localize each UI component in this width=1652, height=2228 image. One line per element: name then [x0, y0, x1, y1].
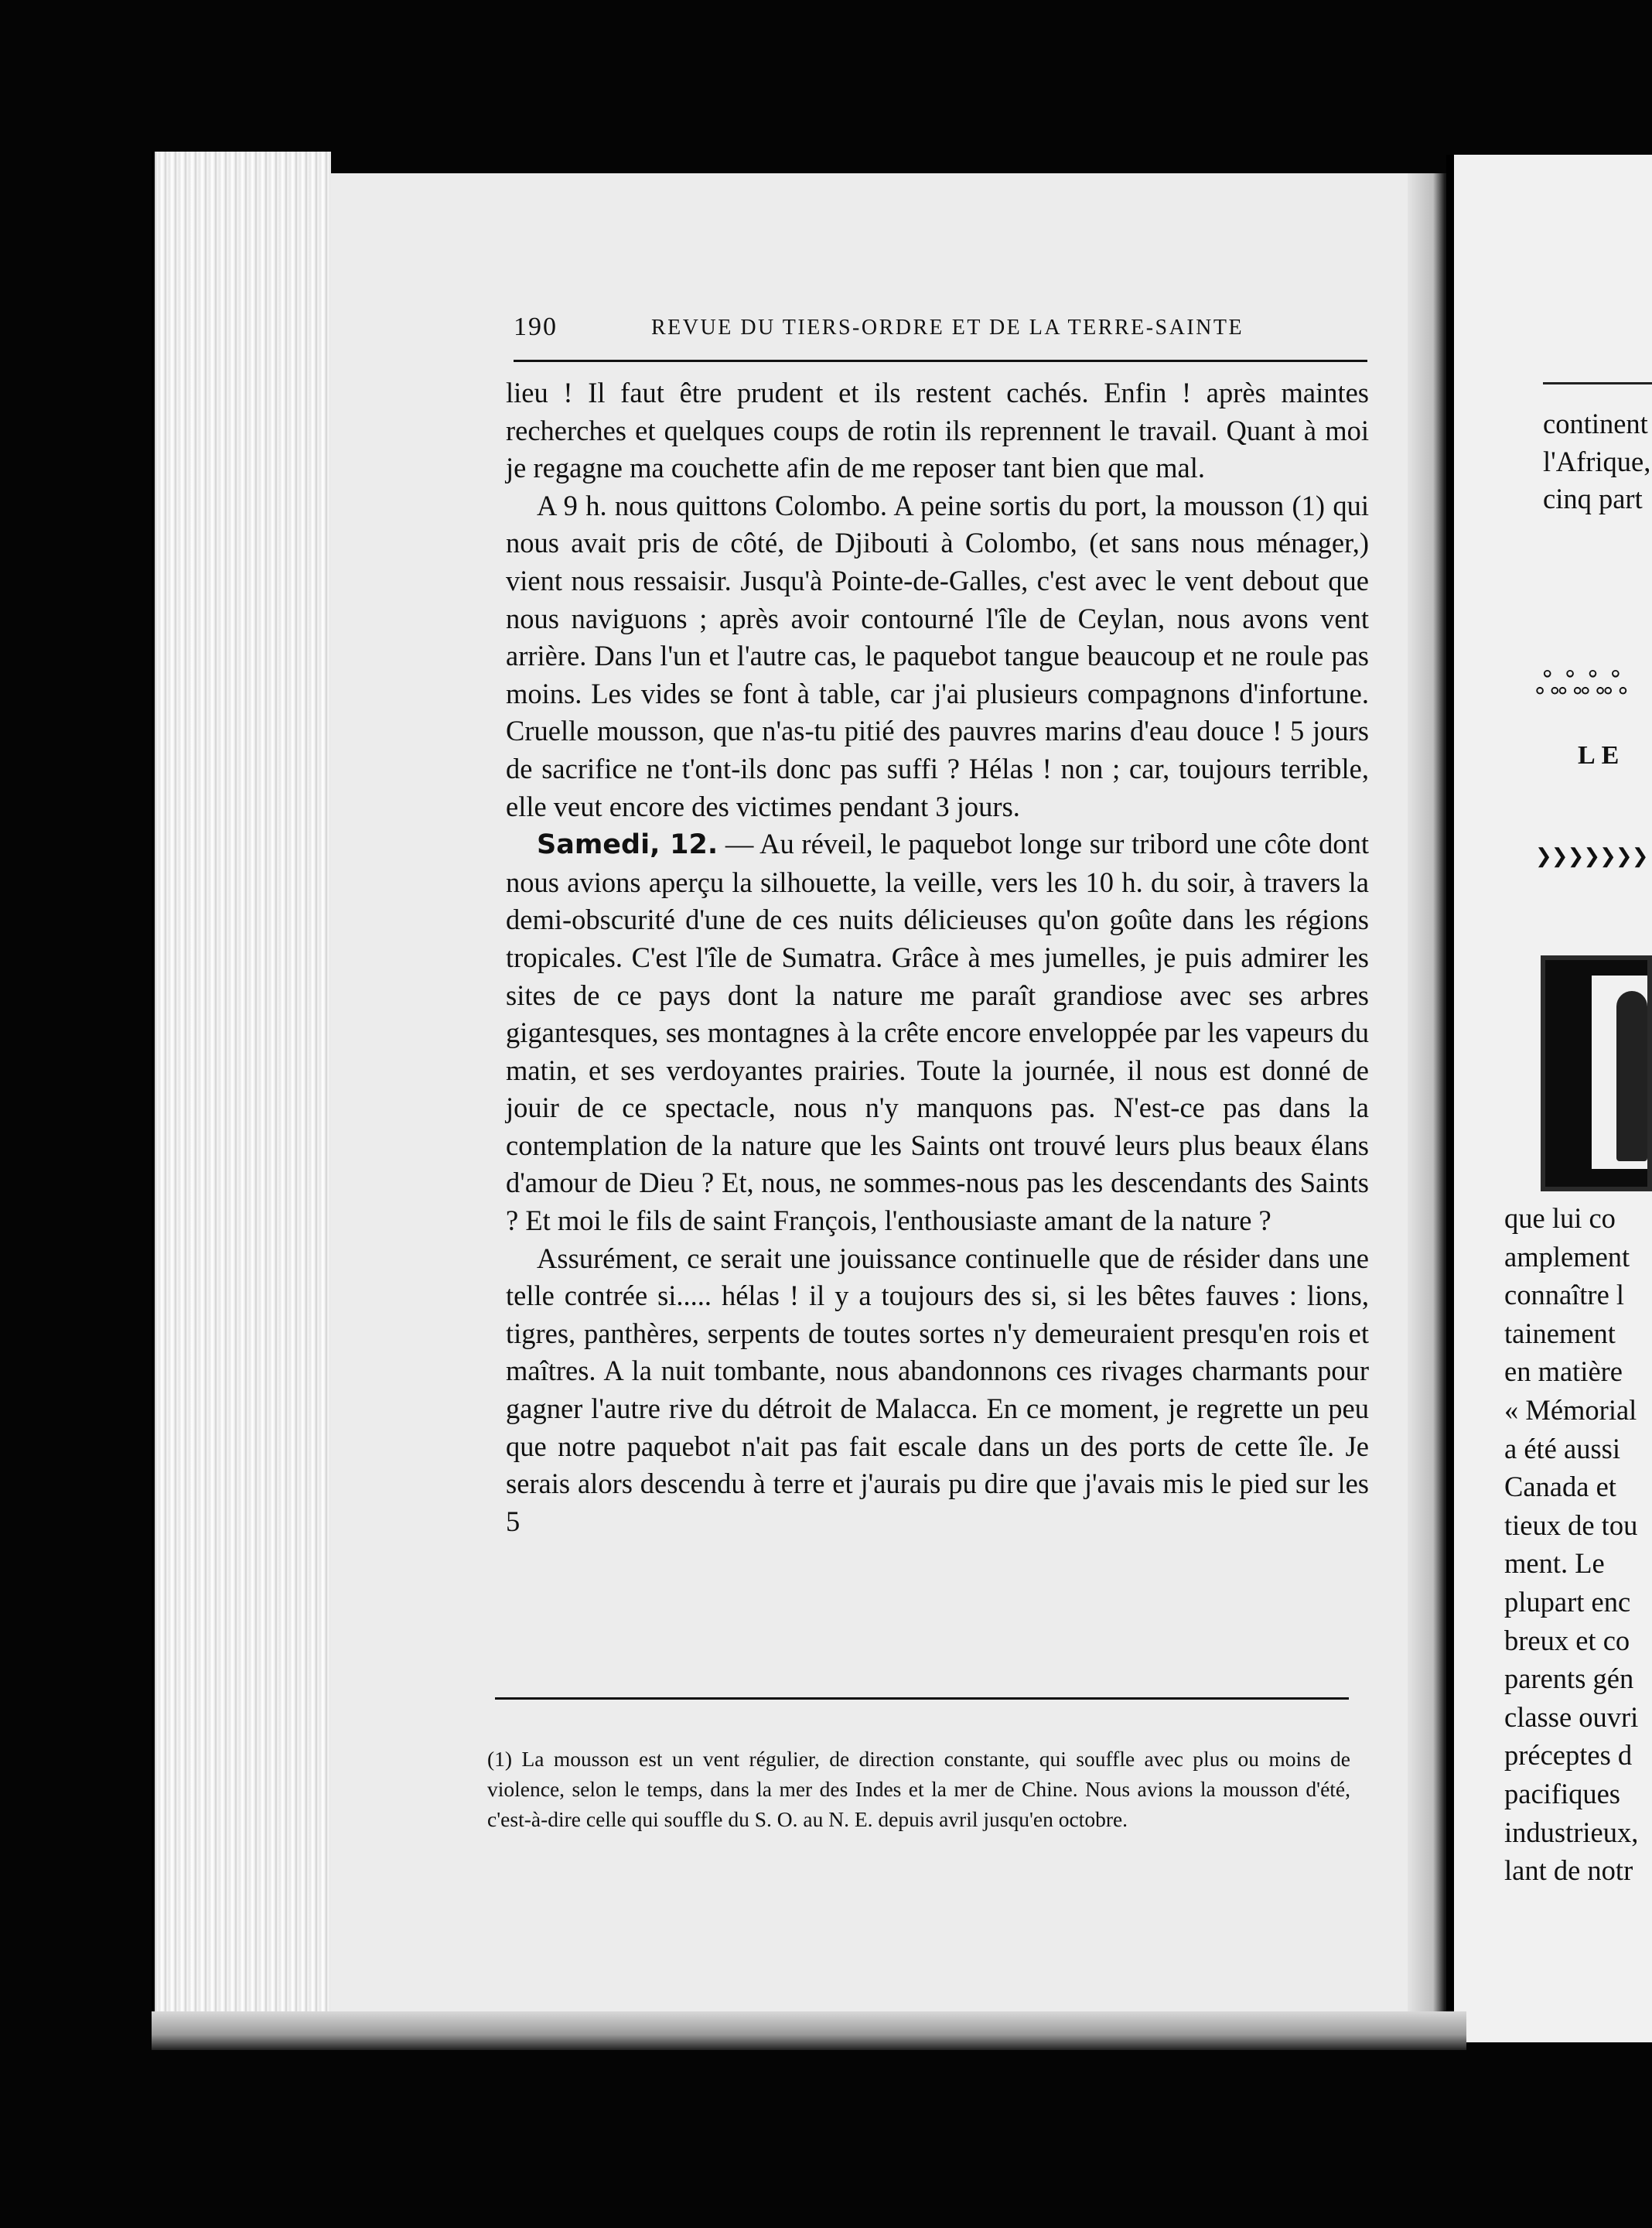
- body-text: [506, 374, 1369, 1540]
- day-heading: Samedi, 12.: [537, 829, 718, 861]
- right-line: Canada et: [1504, 1471, 1616, 1503]
- footnote-rule: [495, 1697, 1349, 1700]
- madonna-figure-icon: [1616, 991, 1647, 1161]
- right-page-heading: LE: [1578, 741, 1626, 770]
- paragraph-3-text: — Au réveil, le paquebot longe sur tribord une côte dont nous avions aperçu la silhouette, la veille, vers les 10 h. du soir, à travers la demi-obscurité d'une de ces nuits délicieuses qu'on goûte dans les régions tropicales. C'est l'île de Sumatra. Grâce à mes jumelles, je puis admirer les sites de ce pays dont la nature me paraît grandiose avec ses arbres gigantesques, ses montagnes à la crête encore enveloppée par les vapeurs du matin, et ses verdoyantes prairies. Toute la journée, il nous est donné de jouir de ce spectacle, nous n'y manquons pas. N'est-ce pas dans la contemplation de la nature que les Saints ont trouvé leurs plus beaux élans d'amour de Dieu ? Et, nous, ne sommes-nous pas les descendants des Saints ? Et moi le fils de saint François, l'enthousiaste amant de la nature ?: [506, 828, 1369, 1237]
- paragraph-2: A 9 h. nous quittons Colombo. A peine sortis du port, la mousson (1) qui nous avait pris de côté, de Djibouti à Colombo, (et sans nous ménager,) vient nous ressaisir. Jusqu'à Pointe-de-Galles, c'est avec le vent debout que nous naviguons ; après avoir contourné l'île de Ceylan, nous avons vent arrière. Dans l'un et l'autre cas, le paquebot tangue beaucoup et ne roule pas moins. Les vides se font à table, car j'ai plusieurs compagnons d'infortune. Cruelle mousson, que n'as-tu pitié des pauvres marins d'eau douce ! 5 jours de sacrifice ne t'ont-ils donc pas suffi ? Hélas ! non ; car, toujours terrible, elle veut encore des victimes pendant 3 jours.: [506, 489, 1369, 822]
- right-line: l'Afrique,: [1543, 445, 1651, 477]
- right-line: plupart enc: [1504, 1585, 1631, 1618]
- right-line: lant de notr: [1504, 1854, 1633, 1887]
- right-page-top-lines: [1543, 405, 1652, 518]
- right-line: amplement: [1504, 1240, 1630, 1273]
- header-rule: [514, 360, 1367, 362]
- paragraph-4: Assurément, ce serait une jouissance continuelle que de résider dans une telle contrée si..... hélas ! il y a toujours des si, si les bêtes fauves : lions, tigres, panthères, serpents de toutes sortes n'y demeuraient presqu'en rois et maîtres. A la nuit tombante, nous abandonnons ces rivages charmants pour gagner l'autre rive du détroit de Malacca. En ce moment, je regrette un peu que notre paquebot n'ait pas fait escale dans un des ports de cette île. Je serais alors descendu à terre et j'aurais pu dire que j'avais mis le pied sur les 5: [506, 1242, 1369, 1537]
- right-line: a été aussi: [1504, 1432, 1620, 1464]
- right-line: connaître l: [1504, 1279, 1625, 1311]
- right-line: « Mémorial: [1504, 1393, 1637, 1426]
- header-title: REVUE DU TIERS-ORDRE ET DE LA TERRE-SAINTE: [651, 316, 1244, 340]
- right-line: que lui co: [1504, 1202, 1616, 1234]
- paragraph-3: [506, 825, 1369, 1240]
- illuminated-drop-cap: [1541, 955, 1652, 1191]
- right-line: en matière: [1504, 1355, 1623, 1388]
- right-line: préceptes d: [1504, 1739, 1633, 1772]
- ornament-band-small: ❯❯❯❯❯❯❯: [1535, 845, 1648, 867]
- right-line: pacifiques: [1504, 1777, 1620, 1809]
- right-line: tainement: [1504, 1317, 1616, 1349]
- paragraph-1: lieu ! Il faut être prudent et ils restent cachés. Enfin ! après maintes recherches et quelques coups de rotin ils reprennent le travail. Quant à moi je regagne ma couchette afin de me reposer tant bien que mal.: [506, 377, 1369, 484]
- right-line: classe ouvri: [1504, 1700, 1639, 1733]
- right-line: breux et co: [1504, 1624, 1630, 1656]
- right-line: cinq part: [1543, 483, 1643, 515]
- running-header: [514, 313, 1364, 343]
- right-line: industrieux,: [1504, 1816, 1639, 1848]
- footnote: (1) La mousson est un vent régulier, de direction constante, qui souffle avec plus ou moins de violence, selon le temps, dans la mer des Indes et la mer de Chine. Nous avions la mousson d'été, c'est-à-dire celle qui souffle du S. O. au N. E. depuis avril jusqu'en octobre.: [487, 1747, 1350, 1831]
- page-number: 190: [514, 313, 558, 341]
- right-line: ment. Le: [1504, 1547, 1605, 1580]
- right-page-bottom-lines: [1504, 1199, 1652, 1890]
- right-page-rule: [1543, 382, 1652, 384]
- page-bottom-edge: [152, 2011, 1466, 2050]
- right-line: parents gén: [1504, 1662, 1634, 1695]
- right-line: continent: [1543, 408, 1648, 439]
- page-block-edges: [152, 152, 331, 2039]
- right-line: tieux de tou: [1504, 1509, 1638, 1541]
- ornament-band: ஃஃஃஃ: [1535, 666, 1626, 701]
